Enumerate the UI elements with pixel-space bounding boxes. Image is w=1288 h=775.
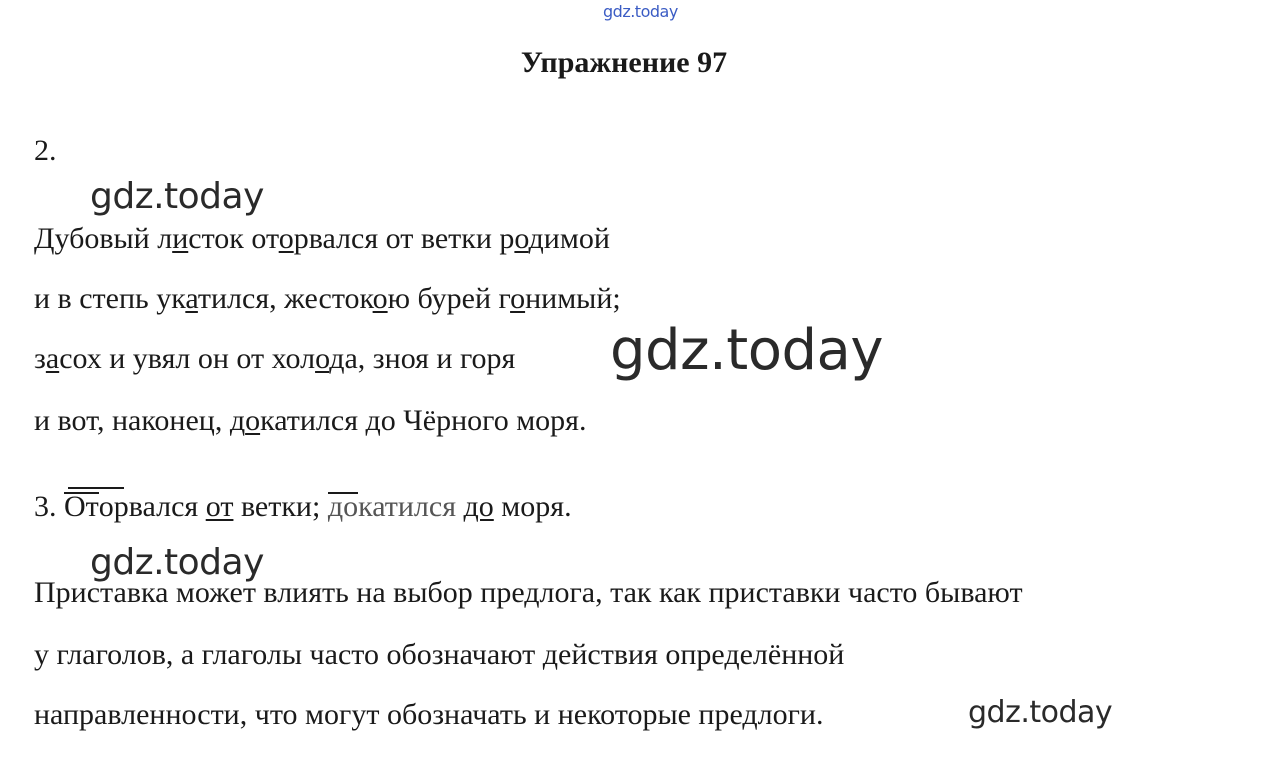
- page-title: Упражнение 97: [520, 46, 728, 79]
- watermark-a: gdz.today: [90, 176, 264, 217]
- poem-line-3: засох и увял он от холода, зноя и горя: [34, 342, 516, 375]
- prefix-do: до: [327, 490, 359, 523]
- prefix-arc-mark: [68, 487, 124, 489]
- section-3-number: 3.: [34, 490, 57, 523]
- watermark-top: gdz.today: [603, 2, 678, 21]
- watermark-b: gdz.today: [90, 542, 264, 583]
- section-2-number: 2.: [34, 134, 57, 167]
- poem-line-1: Дубовый листок оторвался от ветки родимой: [34, 222, 610, 255]
- watermark-big: gdz.today: [610, 318, 884, 383]
- prefix-ot: От: [64, 490, 99, 523]
- explanation-line-2: у глаголов, а глаголы часто обозначают действия определённой: [34, 638, 845, 671]
- explanation-line-1: Приставка может влиять на выбор предлога, так как приставки часто бывают: [34, 576, 1023, 609]
- section-3-line: 3. Оторвался от ветки; докатился до моря.: [34, 490, 572, 523]
- poem-line-4: и вот, наконец, докатился до Чёрного моря.: [34, 404, 587, 437]
- preposition-ot: от: [205, 490, 234, 523]
- watermark-c: gdz.today: [968, 695, 1113, 730]
- poem-line-2: и в степь укатился, жестокою бурей гонимый;: [34, 282, 621, 315]
- preposition-do: до: [463, 490, 494, 523]
- explanation-line-3: направленности, что могут обозначать и некоторые предлоги.: [34, 698, 824, 731]
